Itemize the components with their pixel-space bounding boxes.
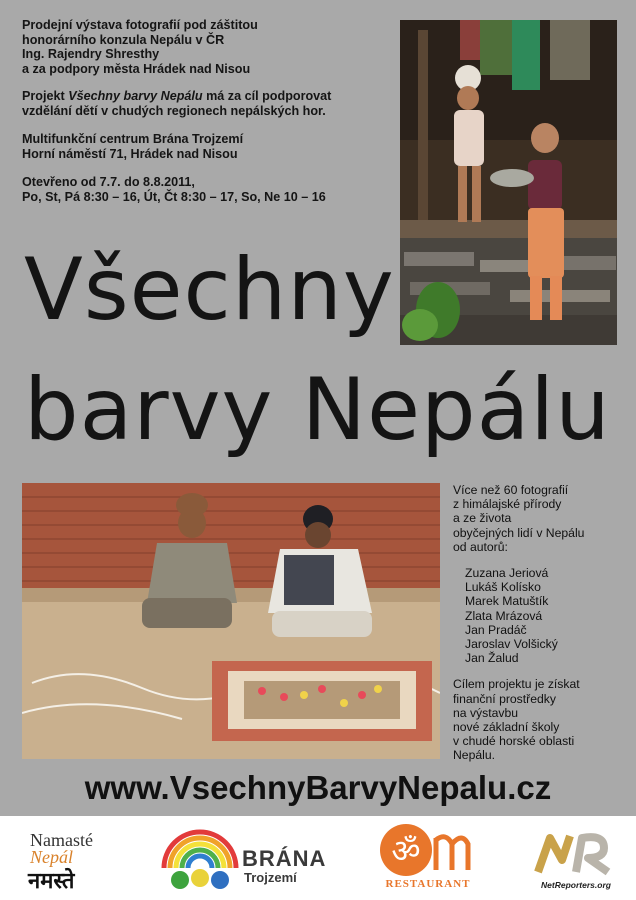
project-paragraph (22, 89, 394, 118)
namaste-nepal-logo (22, 824, 132, 894)
trojzemi-logo-text: Trojzemí (244, 870, 297, 885)
photo-nepali-children (400, 20, 617, 345)
author-name: Jan Pradáč (465, 622, 527, 637)
author-name: Zuzana Jeriová (465, 566, 549, 581)
project-name: Všechny barvy Nepálu (68, 89, 203, 103)
patronage-line: Ing. Rajendry Shresthy (22, 47, 160, 61)
goal-line: v chudé horské oblasti (453, 734, 575, 749)
project-goal (453, 677, 631, 762)
project-lead: Projekt (22, 89, 69, 103)
poster-title-line1: Všechny (24, 240, 395, 340)
opening-hours-paragraph (22, 175, 394, 204)
goal-line: nové základní školy (453, 720, 560, 735)
patronage-line: a za podpory města Hrádek nad Nisou (22, 61, 251, 76)
description-line: obyčejných lidí v Nepálu (453, 525, 585, 540)
author-name: Lukáš Kolísko (465, 580, 541, 595)
opening-line: Po, St, Pá 8:30 – 16, Út, Čt 8:30 – 17, So, Ne 10 – 16 (22, 189, 326, 204)
author-name: Jan Žalud (465, 651, 519, 666)
project-line2: vzdělání dětí v chudých regionech nepálských hor. (22, 103, 326, 118)
nepal-logo-text: Nepál (30, 847, 73, 867)
author-name: Marek Matuštík (465, 594, 549, 609)
sponsor-logos (0, 816, 636, 900)
goal-line: Nepálu. (453, 748, 496, 763)
nr-monogram-icon (528, 826, 624, 880)
namaste-logo-text: Namasté (30, 830, 93, 850)
svg-text:ॐ: ॐ (391, 832, 421, 870)
netreporters-logo (528, 826, 624, 896)
netreporters-logo-text: NetReporters.org (541, 880, 611, 890)
restaurant-logo-text: RESTAURANT (385, 878, 471, 890)
brana-logo-text: BRÁNA (242, 846, 327, 871)
side-info (453, 483, 631, 763)
goal-line: finanční prostředky (453, 691, 556, 706)
goal-line: Cílem projektu je získat (453, 677, 580, 692)
poster-title-line2: barvy Nepálu (24, 360, 611, 460)
patronage-line: Prodejní výstava fotografií pod záštitou (22, 18, 258, 32)
description-line: a ze života (453, 511, 512, 526)
author-name: Zlata Mrázová (465, 608, 543, 623)
brana-trojzemi-logo (158, 824, 338, 894)
exhibition-description (453, 483, 631, 554)
venue-line: Multifunkční centrum Brána Trojzemí (22, 132, 244, 146)
website-url: www.VsechnyBarvyNepalu.cz (84, 769, 552, 806)
description-line: od autorů: (453, 539, 508, 554)
photo-ritual-men (22, 483, 440, 759)
patronage-line: honorárního konzula Nepálu v ČR (22, 32, 225, 47)
description-line: z himálajské přírody (453, 497, 562, 512)
venue-line: Horní náměstí 71, Hrádek nad Nisou (22, 146, 238, 161)
authors-list (465, 566, 631, 665)
namaste-devanagari-text: नमस्ते (28, 869, 75, 894)
om-symbol-icon (376, 822, 480, 880)
description-line: Více než 60 fotografií (453, 483, 569, 497)
venue-paragraph (22, 132, 394, 161)
children-illustration (400, 20, 617, 345)
intro-text (22, 18, 394, 218)
goal-line: na výstavbu (453, 705, 519, 720)
rainbow-drops-icon (158, 824, 242, 894)
ritual-illustration (22, 483, 440, 759)
project-line1-rest: má za cíl podporovat (202, 89, 332, 103)
author-name: Jaroslav Volšický (465, 637, 558, 652)
opening-line: Otevřeno od 7.7. do 8.8.2011, (22, 175, 195, 189)
om-restaurant-logo (376, 822, 480, 898)
patronage-paragraph (22, 18, 394, 76)
